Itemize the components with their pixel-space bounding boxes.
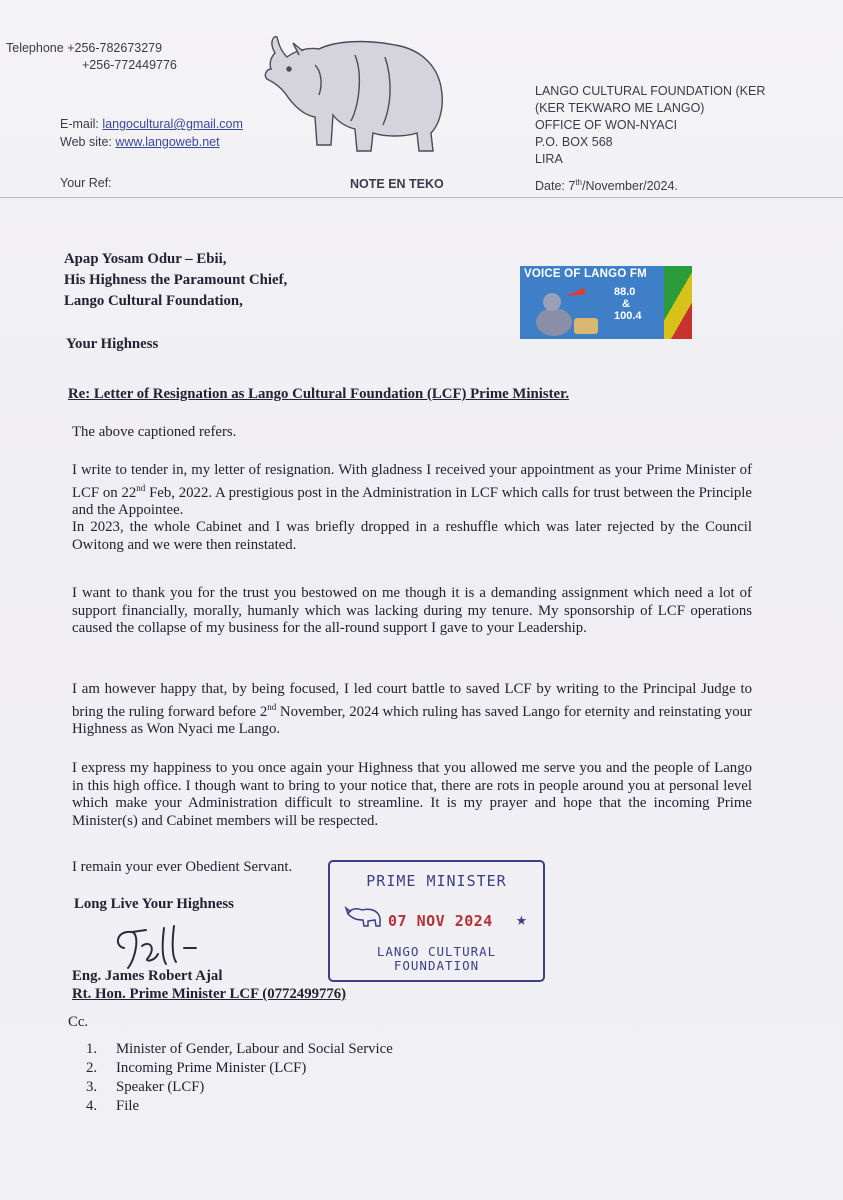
- telephone-label: Telephone: [6, 41, 64, 55]
- stamp-bottom: [330, 945, 543, 973]
- freq-2: 100.4: [614, 310, 642, 322]
- stamp-rhino-icon: [344, 904, 384, 930]
- flag-stripes: [664, 266, 692, 339]
- recipient-name: Apap Yosam Odur – Ebii,: [64, 251, 227, 267]
- cc-list: [86, 1040, 393, 1116]
- cc-item: [86, 1059, 393, 1078]
- cc-text: Speaker (LCF): [116, 1079, 205, 1095]
- telephone-line: [6, 40, 162, 56]
- recipient-title: His Highness the Paramount Chief,: [64, 272, 288, 288]
- cc-item: [86, 1078, 393, 1097]
- website-link[interactable]: www.langoweb.net: [115, 135, 220, 149]
- website-line: [60, 134, 220, 150]
- p2-text-a: I write to tender in, my letter of resignation. With gladness I received your appointment as your Prime Minister of LCF on 22: [72, 462, 752, 501]
- signatory-title: Rt. Hon. Prime Minister LCF (0772499776): [72, 986, 347, 1002]
- closing-servant: I remain your ever Obedient Servant.: [72, 859, 293, 875]
- subject-line: Re: Letter of Resignation as Lango Cultural Foundation (LCF) Prime Minister.: [68, 386, 570, 402]
- org-line: LIRA: [535, 152, 563, 166]
- cc-label: Cc.: [68, 1014, 89, 1030]
- org-line: OFFICE OF WON-NYACI: [535, 118, 678, 132]
- org-address: [535, 83, 765, 168]
- cc-item: [86, 1040, 393, 1059]
- freq-amp: &: [622, 298, 630, 310]
- p4-text-b: November, 2024 which ruling has saved Lango for eternity and reinstating your Highness as Won Nyaci me Lango.: [72, 703, 752, 737]
- paragraph-1: The above captioned refers.: [72, 424, 237, 440]
- cc-num: 2.: [86, 1060, 98, 1076]
- recipient-block: [64, 249, 287, 312]
- cc-text: File: [116, 1098, 140, 1114]
- org-line: (KER TEKWARO ME LANGO): [535, 101, 705, 115]
- paragraph-2: [72, 462, 752, 554]
- paragraph-3: I want to thank you for the trust you bestowed on me though it is a demanding assignment which need a lot of support financially, morally, humanly which was lacking during my tenure. My sponsorship of LCF operations caused the collapse of my business for the all-round support I gave to your Leadership.: [72, 585, 752, 636]
- paragraph-4: [72, 681, 752, 738]
- p2-text-b: Feb, 2022. A prestigious post in the Administration in LCF which calls for trust between the Principle and the Appointee.: [72, 484, 752, 518]
- stamp-date: 07 NOV 2024: [388, 912, 493, 930]
- p2-text-c: In 2023, the whole Cabinet and I was briefly dropped in a reshuffle which was later rejected by the Council Owitong and we were then reinstated.: [72, 519, 752, 553]
- cc-item: [86, 1097, 393, 1116]
- radio-mascot-icon: [526, 282, 606, 338]
- header-divider: [0, 197, 843, 198]
- prime-minister-stamp: [328, 860, 545, 982]
- radio-title: VOICE OF LANGO FM: [524, 268, 647, 280]
- cc-num: 1.: [86, 1041, 98, 1057]
- signatory-name: Eng. James Robert Ajal: [72, 968, 223, 984]
- p4-sup: nd: [267, 701, 277, 712]
- stamp-bottom-line-1: LANGO CULTURAL: [376, 944, 497, 959]
- website-label: Web site:: [60, 135, 112, 149]
- date-suffix: /November/2024.: [581, 179, 678, 194]
- salutation: Your Highness: [66, 336, 159, 352]
- stamp-top: PRIME MINISTER: [366, 872, 507, 890]
- rhino-logo: [255, 25, 455, 160]
- note-en-teko: NOTE EN TEKO: [350, 177, 444, 191]
- org-line: LANGO CULTURAL FOUNDATION (KER: [535, 84, 766, 98]
- org-line: P.O. BOX 568: [535, 135, 613, 149]
- email-link[interactable]: langocultural@gmail.com: [102, 117, 243, 131]
- stamp-bottom-line-2: FOUNDATION: [393, 958, 480, 973]
- freq-1: 88.0: [614, 286, 636, 298]
- p4-text-a: I am however happy that, by being focused, I led court battle to saved LCF by writing to the Principal Judge to bring the ruling forward before 2: [72, 681, 752, 720]
- cc-text: Incoming Prime Minister (LCF): [116, 1060, 307, 1076]
- date-sup: th: [575, 178, 582, 187]
- phone-2: +256-772449776: [82, 58, 177, 72]
- recipient-org: Lango Cultural Foundation,: [64, 293, 243, 309]
- cc-num: 4.: [86, 1098, 98, 1114]
- p2-sup: nd: [136, 482, 146, 493]
- star-icon: ★: [516, 909, 527, 930]
- paragraph-5: I express my happiness to you once again your Highness that you allowed me serve you and the people of Lango in this high office. I though want to bring to your notice that, there are rots in people around you at personal level which make your Administration difficult to streamline. It is my prayer and hope that the incoming Prime Minister(s) and Cabinet members will be respected.: [72, 760, 752, 829]
- closing-long-live: Long Live Your Highness: [74, 896, 234, 912]
- voice-of-lango-logo: [520, 266, 692, 339]
- your-ref: Your Ref:: [60, 176, 112, 190]
- email-label: E-mail:: [60, 117, 99, 131]
- letter-date: [535, 175, 678, 194]
- cc-num: 3.: [86, 1079, 98, 1095]
- date-prefix: Date: 7: [535, 179, 576, 194]
- phone-1: +256-782673279: [67, 41, 163, 55]
- email-line: [60, 116, 243, 132]
- cc-text: Minister of Gender, Labour and Social Service: [116, 1041, 393, 1057]
